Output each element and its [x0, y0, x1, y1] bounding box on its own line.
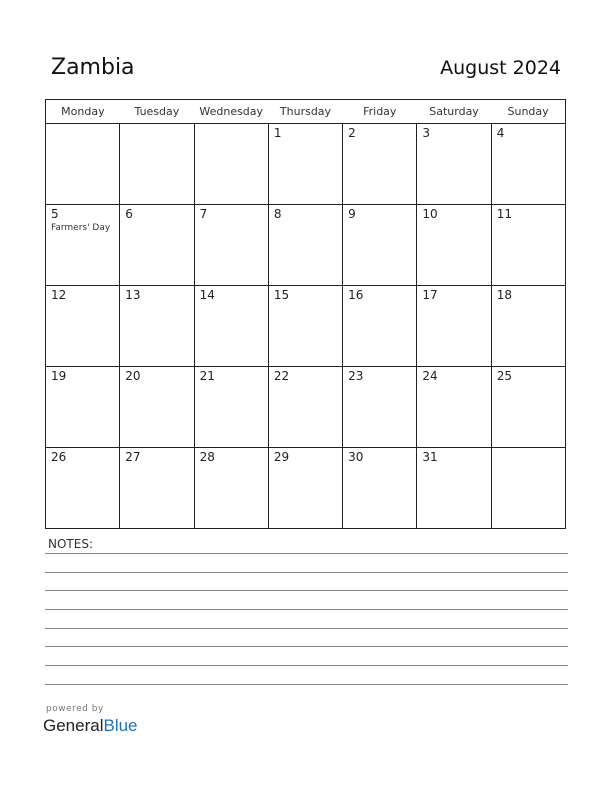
day-number: 25	[496, 369, 512, 383]
notes-line	[45, 646, 568, 647]
day-cell	[417, 124, 491, 205]
day-cell	[268, 205, 342, 286]
powered-by-text: powered by	[46, 704, 104, 714]
day-cell	[491, 286, 565, 367]
day-cell	[194, 448, 268, 529]
day-number: 4	[496, 126, 505, 140]
day-cell	[343, 205, 417, 286]
empty-day-cell	[46, 124, 120, 205]
day-cell	[46, 205, 120, 286]
day-number: 18	[496, 288, 512, 302]
weekday-header-tuesday: Tuesday	[120, 100, 194, 124]
day-number: 12	[51, 288, 67, 302]
calendar-grid	[45, 99, 566, 529]
day-cell	[417, 205, 491, 286]
day-number: 17	[422, 288, 438, 302]
day-number: 16	[348, 288, 364, 302]
month-title: August 2024	[440, 57, 561, 79]
day-number: 7	[199, 207, 208, 221]
logo-text-general: General	[43, 716, 104, 735]
day-number: 19	[51, 369, 67, 383]
day-cell	[120, 205, 194, 286]
day-number: 8	[273, 207, 282, 221]
weekday-header-thursday: Thursday	[268, 100, 342, 124]
day-cell	[417, 367, 491, 448]
day-cell	[343, 367, 417, 448]
day-number: 22	[273, 369, 290, 383]
day-cell	[46, 367, 120, 448]
country-title: Zambia	[51, 55, 135, 80]
day-cell	[491, 205, 565, 286]
day-number: 1	[273, 126, 282, 140]
week-row	[46, 124, 566, 205]
day-number: 15	[273, 288, 290, 302]
day-number: 14	[199, 288, 215, 302]
day-cell	[194, 367, 268, 448]
day-number: 23	[348, 369, 364, 383]
day-cell	[491, 124, 565, 205]
day-cell	[120, 448, 194, 529]
day-number: 28	[199, 450, 215, 464]
empty-day-cell	[120, 124, 194, 205]
weekday-header-row	[46, 100, 566, 124]
empty-day-cell	[194, 124, 268, 205]
day-number: 21	[199, 369, 215, 383]
day-number: 30	[348, 450, 364, 464]
calendar-body	[46, 124, 566, 529]
week-row	[46, 205, 566, 286]
week-row	[46, 367, 566, 448]
logo-text-blue: Blue	[103, 716, 138, 735]
weekday-header-friday: Friday	[343, 100, 417, 124]
day-number: 13	[125, 288, 141, 302]
holiday-label: Farmers' Day	[51, 223, 111, 233]
day-number: 29	[273, 450, 290, 464]
day-cell	[120, 286, 194, 367]
day-cell	[268, 286, 342, 367]
day-number: 26	[51, 450, 67, 464]
weekday-header-sunday: Sunday	[491, 100, 565, 124]
day-cell	[417, 286, 491, 367]
empty-day-cell	[491, 448, 565, 529]
day-cell	[417, 448, 491, 529]
day-cell	[268, 448, 342, 529]
day-cell	[194, 286, 268, 367]
day-cell	[194, 205, 268, 286]
day-number: 27	[125, 450, 141, 464]
day-cell	[46, 286, 120, 367]
day-cell	[120, 367, 194, 448]
notes-label: NOTES:	[48, 537, 93, 551]
notes-line	[45, 590, 568, 591]
day-number: 9	[348, 207, 356, 221]
week-row	[46, 448, 566, 529]
day-number: 10	[422, 207, 438, 221]
day-number: 2	[348, 126, 356, 140]
day-cell	[268, 367, 342, 448]
weekday-header-wednesday: Wednesday	[194, 100, 268, 124]
notes-line	[45, 684, 568, 685]
day-cell	[491, 367, 565, 448]
day-number: 3	[422, 126, 431, 140]
day-cell	[343, 124, 417, 205]
notes-line	[45, 609, 568, 610]
weekday-header-saturday: Saturday	[417, 100, 491, 124]
notes-line	[45, 628, 568, 629]
week-row	[46, 286, 566, 367]
day-number: 31	[422, 450, 438, 464]
notes-line	[45, 553, 568, 554]
day-cell	[343, 286, 417, 367]
day-cell	[268, 124, 342, 205]
weekday-header-monday: Monday	[46, 100, 120, 124]
day-number: 6	[125, 207, 133, 221]
notes-line	[45, 665, 568, 666]
day-cell	[343, 448, 417, 529]
notes-line	[45, 572, 568, 573]
day-number: 11	[496, 207, 512, 221]
day-number: 24	[422, 369, 438, 383]
day-number: 5	[51, 207, 59, 221]
day-cell	[46, 448, 120, 529]
day-number: 20	[125, 369, 141, 383]
generalblue-logo	[43, 716, 138, 736]
